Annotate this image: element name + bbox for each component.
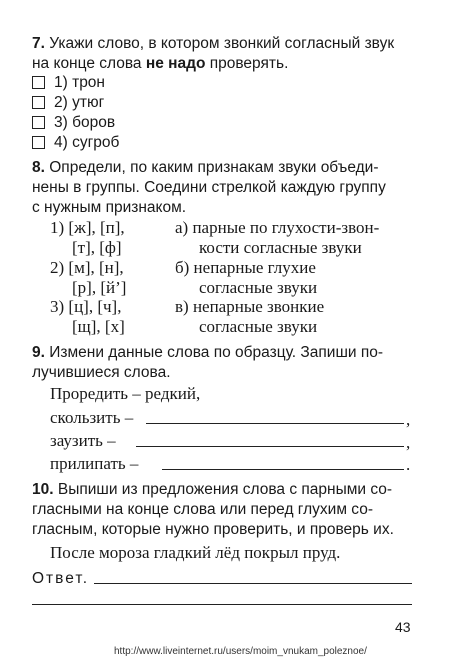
task9-end-1: ,: [406, 410, 411, 429]
task8-line1: [32, 158, 379, 178]
group-3-line1: 3) [ц], [ч],: [50, 297, 122, 316]
answer-line-5[interactable]: [32, 604, 412, 605]
task9-word-2: заузить –: [50, 431, 116, 450]
group-3-line2: [щ], [х]: [72, 317, 125, 336]
task10-text-3: гласным, которые нужно проверить, и проверь их.: [32, 521, 394, 538]
task10-line1: [32, 480, 392, 500]
answer-line-3[interactable]: [162, 469, 404, 470]
task9-text-2: лучившиеся слова.: [32, 364, 171, 381]
option-3-label: 3) боров: [54, 114, 116, 131]
option-2-label: 2) утюг: [54, 94, 105, 111]
option-4-label: 4) сугроб: [54, 134, 120, 151]
group-1-line1: 1) [ж], [п],: [50, 218, 125, 237]
group-2-line2: [р], [й’]: [72, 278, 127, 297]
task7-emphasis: не надо: [145, 55, 206, 72]
feature-a-line2: кости согласные звуки: [199, 238, 362, 257]
feature-a-line1: а) парные по глухости-звон-: [175, 218, 380, 237]
task9-number: 9.: [32, 344, 45, 361]
task7-line2-end: проверять.: [209, 55, 289, 72]
feature-c-line2: согласные звуки: [199, 317, 318, 336]
task10-sentence: После мороза гладкий лёд покрыл пруд.: [50, 543, 341, 562]
task8-text-3: с нужным признаком.: [32, 199, 187, 216]
task7-number: 7.: [32, 35, 45, 52]
option-2-checkbox[interactable]: [32, 96, 45, 109]
page-number: 43: [395, 619, 411, 635]
answer-line-1[interactable]: [146, 423, 404, 424]
option-4-checkbox[interactable]: [32, 136, 45, 149]
task9-end-3: .: [406, 455, 411, 474]
task9-line1: [32, 343, 383, 363]
task9-example: Проредить – редкий,: [50, 384, 201, 403]
group-1-line2: [т], [ф]: [72, 238, 122, 257]
task10-number: 10.: [32, 481, 54, 498]
feature-b-line2: согласные звуки: [199, 278, 318, 297]
task9-word-1: скользить –: [50, 408, 134, 427]
task8-text-1: Определи, по каким признакам звуки объеди-: [49, 159, 379, 176]
task7-line2-start: на конце слова: [32, 55, 142, 72]
option-3-checkbox[interactable]: [32, 116, 45, 129]
feature-c-line1: в) непарные звонкие: [175, 297, 325, 316]
feature-b-line1: б) непарные глухие: [175, 258, 316, 277]
answer-label: Ответ.: [32, 570, 90, 587]
option-1-checkbox[interactable]: [32, 76, 45, 89]
task10-text-2: гласными на конце слова или перед глухим со-: [32, 501, 373, 518]
task10-text-1: Выпиши из предложения слова с парными со-: [57, 481, 393, 498]
source-url: http://www.liveinternet.ru/users/moim_vnukam_poleznoe/: [114, 646, 367, 657]
answer-line-4[interactable]: [94, 583, 412, 584]
group-2-line1: 2) [м], [н],: [50, 258, 124, 277]
option-1-label: 1) трон: [54, 74, 105, 91]
task7-text: Укажи слово, в котором звонкий согласный звук: [49, 35, 395, 52]
task9-text-1: Измени данные слова по образцу. Запиши по-: [49, 344, 384, 361]
task8-number: 8.: [32, 159, 45, 176]
task9-word-3: прилипать –: [50, 454, 139, 473]
task7-line1: [32, 34, 394, 54]
task8-text-2: нены в группы. Соедини стрелкой каждую группу: [32, 179, 386, 196]
answer-line-2[interactable]: [136, 446, 404, 447]
task9-end-2: ,: [406, 433, 411, 452]
task7-line2: [32, 54, 288, 74]
